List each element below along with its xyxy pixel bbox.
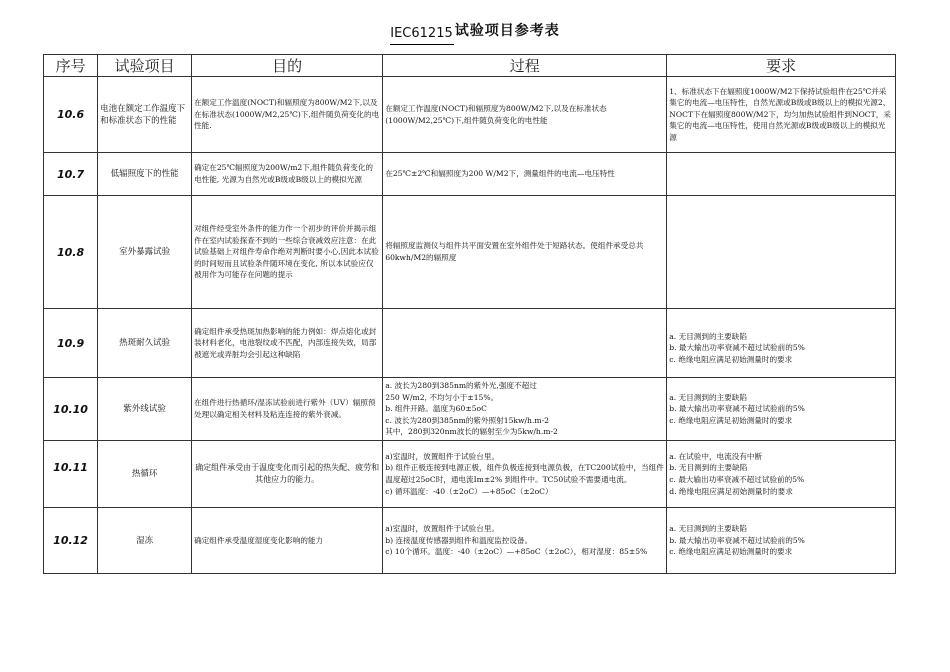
requirement-cell [667, 441, 896, 508]
process-cell: 将辐照度监测仪与组件共平面安置在室外组件处于短路状态。使组件承受总共60kwh/M2的辐照度 [383, 196, 667, 309]
test-item: 湿冻 [98, 508, 192, 574]
requirement-cell [667, 196, 896, 309]
process-line: b) 组件正极连接到电源正极，组件负极连接到电源负极，在TC200试验中，当组件温度超过25oC时，通电流Im±2% 到组件中。TC50试验不需要通电流。 [385, 463, 664, 484]
process-line: a. 波长为280到385nm的紫外光,强度不超过 [385, 381, 537, 391]
test-item: 热循环 [98, 441, 192, 508]
process-cell [383, 378, 667, 441]
requirement-line: a. 无目测到的主要缺陷 [669, 392, 747, 402]
test-item: 电池在额定工作温度下和标准状态下的性能 [98, 77, 192, 153]
requirement-cell: 1、标准状态下在辐照度1000W/M2下保持试验组件在25℃并采集它的电流—电压特性，自然光源或B级或B级以上的模拟光源2、NOCT下在辐照度800W/M2下，均匀加热试验组件到NOCT，采集它的电流—电压特性，使用自然光源或B级或B级以上的模拟光源 [667, 77, 896, 153]
requirement-line: c. 最大输出功率衰减不超过试验前的5% [669, 475, 805, 484]
process-cell [383, 508, 667, 574]
table-row [44, 196, 896, 309]
standard-code: IEC61215 [390, 26, 453, 45]
process-line: c) 10个循环。温度：-40（±2oC）—+85oC（±2oC），相对湿度：85±5% [385, 547, 648, 557]
table-row [44, 378, 896, 441]
process-cell: 在25℃±2℃和辐照度为200 W/M2下，测量组件的电流—电压特性 [383, 153, 667, 196]
requirement-cell [667, 378, 896, 441]
requirement-line: a. 无目测到的主要缺陷 [669, 524, 747, 534]
header-purpose: 目的 [192, 55, 383, 77]
table-row [44, 153, 896, 196]
process-cell [383, 309, 667, 378]
row-number: 10.12 [44, 508, 98, 574]
process-line: 250 W/m2, 不均匀小于±15%。 [385, 392, 499, 402]
requirement-line: b. 最大输出功率衰减不超过试验前的5% [669, 404, 805, 414]
row-number: 10.11 [44, 441, 98, 508]
process-line: 其中，280到320nm波长的辐射至少为5kw/h.m-2 [385, 427, 558, 437]
table-row [44, 309, 896, 378]
process-line: a)室温时，放置组件于试验台里。 [385, 524, 500, 534]
header-item: 试验项目 [98, 55, 192, 77]
purpose-cell: 对组件经受室外条件的能力作一个初步的评价并揭示组件在室内试验探查不到的一些综合衰减效应注意：在此试验基础上对组件寿命作绝对判断时要小心,因此本试验的时间短而且试验条件随环境在变化, 所以本试验应仅被用作为可能存在问题的提示 [192, 196, 383, 309]
process-line: a)室温时，放置组件于试验台里。 [385, 451, 500, 461]
header-row [44, 55, 896, 77]
process-line: b. 组件开路。温度为60±5oC [385, 404, 487, 414]
process-line: c. 波长为280到385nm的紫外照射15kw/h.m-2 [385, 415, 549, 425]
test-items-table [43, 54, 896, 574]
requirement-line: a. 在试验中，电流没有中断 [669, 451, 763, 461]
row-number: 10.6 [44, 77, 98, 153]
process-line: b) 连接温度传感器到组件和温度监控设备。 [385, 535, 533, 545]
table-row [44, 77, 896, 153]
header-no: 序号 [44, 55, 98, 77]
requirement-line: c. 绝缘电阻应满足初始测量时的要求 [669, 415, 793, 425]
table-row [44, 441, 896, 508]
row-number: 10.8 [44, 196, 98, 309]
requirement-line: d. 绝缘电阻应满足初始测量时的要求 [669, 486, 793, 496]
test-item: 低辐照度下的性能 [98, 153, 192, 196]
requirement-line: c. 绝缘电阻应满足初始测量时的要求 [669, 547, 793, 557]
table-row [44, 508, 896, 574]
test-item: 室外暴露试验 [98, 196, 192, 309]
header-requirement: 要求 [667, 55, 896, 77]
process-line: c) 循环温度：-40（±2oC）—+85oC（±2oC） [385, 486, 553, 496]
requirement-line: b. 最大输出功率衰减不超过试验前的5% [669, 343, 805, 353]
row-number: 10.7 [44, 153, 98, 196]
process-cell: 在额定工作温度(NOCT)和辐照度为800W/M2下,以及在标准状态(1000W/M2,25℃)下,组件随负荷变化的电性能 [383, 77, 667, 153]
requirement-line: b. 最大输出功率衰减不超过试验前的5% [669, 535, 805, 545]
requirement-cell [667, 153, 896, 196]
purpose-cell: 在额定工作温度(NOCT)和辐照度为800W/M2下,以及在标准状态(1000W/M2,25℃)下,组件随负荷变化的电性能. [192, 77, 383, 153]
row-number: 10.10 [44, 378, 98, 441]
title-text: 试验项目参考表 [454, 23, 560, 39]
purpose-cell: 确定在25℃辐照度为200W/m2下,组件随负荷变化的电性能, 光源为自然光或B级或B级以上的模拟光源 [192, 153, 383, 196]
purpose-cell: 确定组件承受由于温度变化而引起的热失配、疲劳和其他应力的能力。 [192, 441, 383, 508]
purpose-cell: 确定组件承受热斑加热影响的能力例如：焊点熔化或封装材料老化，电池裂纹或不匹配，内部连接失效，局部被遮光或弄脏均会引起这种缺陷 [192, 309, 383, 378]
requirement-line: a. 无目测到的主要缺陷 [669, 331, 747, 341]
document-title [0, 20, 950, 45]
row-number: 10.9 [44, 309, 98, 378]
requirement-line: b. 无目测到的主要缺陷 [669, 463, 748, 473]
requirement-line: c. 绝缘电阻应满足初始测量时的要求 [669, 354, 793, 364]
process-cell [383, 441, 667, 508]
test-item: 热斑耐久试验 [98, 309, 192, 378]
purpose-cell: 确定组件承受温度湿度变化影响的能力 [192, 508, 383, 574]
requirement-cell [667, 309, 896, 378]
purpose-cell: 在组件进行热循环/湿冻试验前进行紫外（UV）辐照预处理以确定相关材料及粘连连接的紫外衰减。 [192, 378, 383, 441]
header-process: 过程 [383, 55, 667, 77]
test-item: 紫外线试验 [98, 378, 192, 441]
requirement-cell [667, 508, 896, 574]
